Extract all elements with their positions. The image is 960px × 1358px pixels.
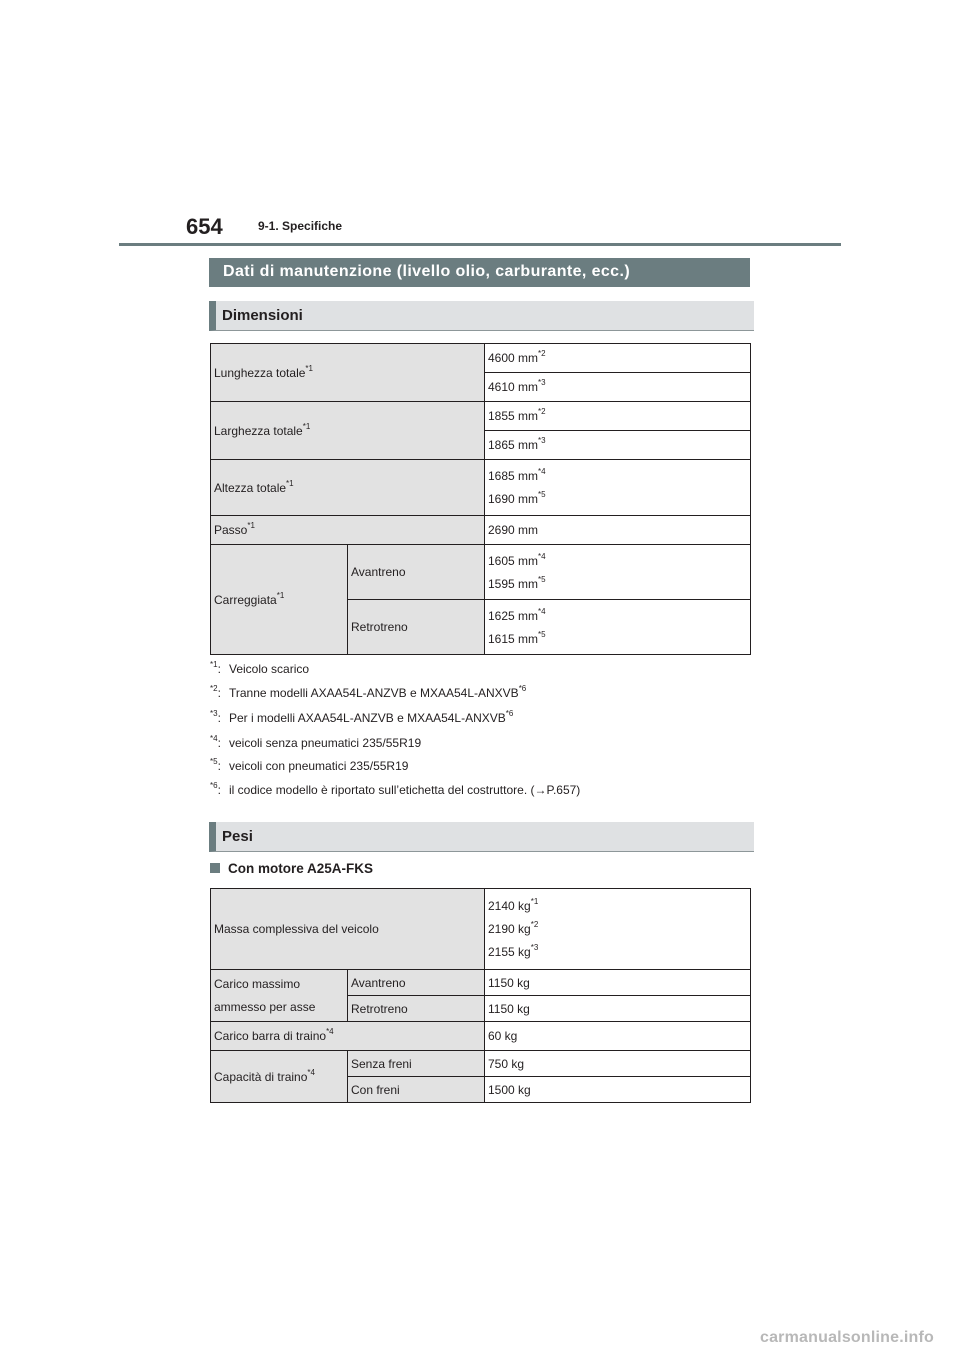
footnote-1: $^{*1}$: Veicolo scarico [210, 660, 310, 676]
length-label: Lunghezza totale [214, 365, 306, 380]
wheelbase-label-cell [211, 516, 485, 545]
wheelbase-value: 2690 mm [485, 516, 751, 545]
table-row [211, 516, 751, 545]
footnote-ref: *5 [538, 490, 546, 499]
value-text: 1690 mm [488, 492, 539, 506]
value-text: 1855 mm [488, 409, 539, 423]
square-bullet-icon [210, 863, 220, 873]
height-values [485, 460, 751, 516]
table-row [211, 545, 751, 600]
value-text: 1865 mm [488, 438, 539, 452]
footnote-mark: *3 [210, 709, 218, 718]
towing-capacity-label-cell [211, 1051, 348, 1103]
dimensions-table [210, 343, 751, 655]
value-text: 4600 mm [488, 351, 539, 365]
value-line-2 [488, 629, 747, 646]
footnote-ref: *6 [505, 709, 514, 718]
footnote-text: Tranne modelli AXAA54L-ANZVB e MXAA54L-ANXVB [229, 686, 519, 700]
table-row [211, 889, 751, 970]
footnote-ref: *1 [247, 521, 255, 530]
footnote-mark: *6 [210, 781, 218, 790]
towing-unbraked-label: Senza freni [348, 1051, 485, 1077]
value-text: 2140 kg [488, 899, 531, 913]
footnote-5: $^{*5}$: veicoli con pneumatici 235/55R19 [210, 757, 409, 773]
table-row [211, 344, 751, 373]
footnote-mark: *1 [210, 660, 218, 669]
track-front-values [485, 545, 751, 600]
weights-heading: Pesi [209, 822, 754, 852]
tongue-load-value: 60 kg [485, 1022, 751, 1051]
height-label-cell [211, 460, 485, 516]
tongue-load-label-cell [211, 1022, 485, 1051]
height-label: Altezza totale [214, 480, 287, 495]
track-rear-values [485, 600, 751, 655]
track-label-cell [211, 545, 348, 655]
gross-mass-values [485, 889, 751, 970]
footnote-ref: *3 [538, 436, 546, 445]
value-text: 2155 kg [488, 945, 531, 959]
footnote-mark: *5 [210, 757, 218, 766]
page-title-banner: Dati di manutenzione (livello olio, carburante, ecc.) [209, 258, 750, 287]
width-value-2 [485, 431, 751, 460]
value-text: 1605 mm [488, 553, 539, 568]
tongue-load-label: Carico barra di traino [214, 1029, 327, 1043]
footnote-ref: *3 [538, 378, 546, 387]
table-row [211, 402, 751, 431]
track-label: Carreggiata [214, 592, 277, 607]
track-rear-label: Retrotreno [348, 600, 485, 655]
footnote-text: il codice modello è riportato sull’etichetta del costruttore. ( [229, 783, 535, 797]
footnote-ref: *5 [538, 574, 546, 584]
page-reference-link[interactable]: →P.657) [534, 783, 581, 797]
watermark: carmanualsonline.info [759, 1329, 934, 1346]
length-value-2 [485, 373, 751, 402]
footnote-ref: *1 [276, 590, 285, 600]
value-line-2 [488, 574, 747, 591]
footnote-ref: *1 [305, 363, 313, 373]
width-value-1 [485, 402, 751, 431]
page-number: 654 [186, 214, 223, 239]
gross-mass-label: Massa complessiva del veicolo [211, 889, 485, 970]
header-rule [119, 243, 841, 246]
footnote-ref: *6 [518, 684, 527, 693]
footnote-mark: *4 [210, 734, 218, 743]
axle-load-label-cell [211, 970, 348, 1022]
value-line-2 [488, 492, 747, 506]
axle-rear-label: Retrotreno [348, 996, 485, 1022]
width-label-cell [211, 402, 485, 460]
table-row [211, 1022, 751, 1051]
axle-load-label-1: Carico massimo [214, 977, 301, 991]
value-text: 1595 mm [488, 576, 539, 591]
table-row [211, 1051, 751, 1077]
towing-unbraked-value: 750 kg [485, 1051, 751, 1077]
towing-capacity-label: Capacità di traino [214, 1069, 308, 1084]
value-text: 1615 mm [488, 631, 539, 646]
footnote-ref: *4 [307, 1067, 315, 1077]
footnote-3: $^{*3}$: Per i modelli AXAA54L-ANZVB e MXAA54L-ANXVB$^{*6}$ [210, 709, 514, 725]
footnote-ref: *1 [530, 897, 539, 906]
width-label: Larghezza totale [214, 423, 303, 438]
footnote-ref: *2 [538, 349, 546, 358]
table-row [211, 460, 751, 516]
value-line-3 [488, 945, 747, 959]
value-text: 4610 mm [488, 380, 539, 394]
footnote-ref: *2 [530, 920, 539, 929]
footnote-ref: *4 [538, 551, 546, 561]
footnote-ref: *4 [326, 1027, 334, 1036]
axle-front-label: Avantreno [348, 970, 485, 996]
footnote-text: veicoli senza pneumatici 235/55R19 [229, 736, 422, 750]
footnote-ref: *4 [538, 467, 546, 476]
footnote-6: $^{*6}$: il codice modello è riportato sull’etichetta del costruttore. (→P.657) [210, 781, 581, 797]
axle-load-label-2: ammesso per asse [214, 1000, 316, 1014]
dimensions-heading: Dimensioni [209, 301, 754, 331]
footnote-mark: *2 [210, 684, 218, 693]
footnote-ref: *1 [302, 421, 311, 431]
axle-front-value: 1150 kg [485, 970, 751, 996]
towing-braked-label: Con freni [348, 1077, 485, 1103]
length-label-cell [211, 344, 485, 402]
footnote-ref: *3 [530, 943, 539, 952]
footnote-text: Veicolo scarico [229, 662, 310, 676]
length-value-1 [485, 344, 751, 373]
track-front-label: Avantreno [348, 545, 485, 600]
weights-table [210, 888, 751, 1103]
footnote-ref: *5 [538, 629, 546, 639]
footnote-4: $^{*4}$: veicoli senza pneumatici 235/55R19 [210, 734, 422, 750]
value-text: 2190 kg [488, 922, 531, 936]
axle-rear-value: 1150 kg [485, 996, 751, 1022]
footnote-ref: *2 [538, 407, 546, 416]
towing-braked-value: 1500 kg [485, 1077, 751, 1103]
section-label: 9-1. Specifiche [258, 219, 343, 233]
footnote-ref: *1 [286, 478, 294, 488]
table-row [211, 970, 751, 996]
engine-heading-text: Con motore A25A-FKS [228, 861, 374, 876]
footnote-text: veicoli con pneumatici 235/55R19 [229, 759, 409, 773]
engine-heading [210, 861, 373, 876]
value-text: 1685 mm [488, 469, 539, 483]
footnote-text: Per i modelli AXAA54L-ANZVB e MXAA54L-ANXVB [229, 711, 506, 725]
value-line-2 [488, 922, 747, 936]
footnote-2: $^{*2}$: Tranne modelli AXAA54L-ANZVB e MXAA54L-ANXVB$^{*6}$ [210, 684, 527, 700]
value-text: 1625 mm [488, 608, 539, 623]
wheelbase-label: Passo [214, 523, 248, 537]
footnote-ref: *4 [538, 606, 546, 616]
